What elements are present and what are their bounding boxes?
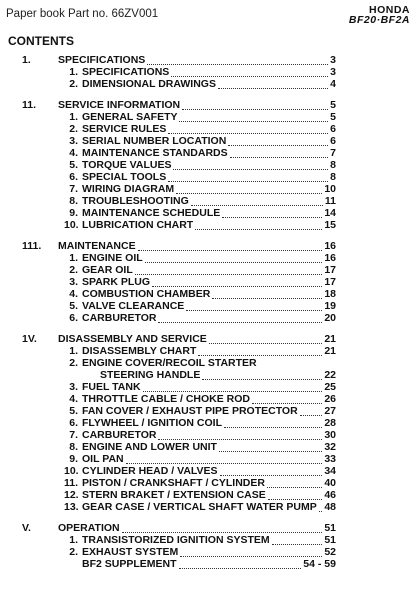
section-title: OPERATION [58, 522, 120, 534]
toc-item [0, 429, 416, 441]
page-number: 19 [324, 300, 336, 312]
item-number: 1. [69, 252, 78, 264]
toc-item [0, 207, 416, 219]
dot-leader [212, 297, 322, 299]
item-number: 6. [69, 312, 78, 324]
section-title: SERVICE INFORMATION [58, 99, 181, 111]
toc-item [0, 417, 416, 429]
dot-leader [202, 378, 322, 380]
item-title: DISASSEMBLY CHART [82, 345, 197, 357]
item-number: 4. [69, 288, 78, 300]
page-number: 21 [324, 345, 336, 357]
dot-leader [228, 144, 328, 146]
page-number: 5 [330, 99, 336, 111]
toc-item [0, 171, 416, 183]
section-number: 11. [22, 99, 37, 111]
item-title: SPECIFICATIONS [82, 66, 170, 78]
toc-item [0, 558, 416, 570]
toc-item [0, 135, 416, 147]
item-title: WIRING DIAGRAM [82, 183, 175, 195]
dot-leader [272, 543, 322, 545]
item-title: EXHAUST SYSTEM [82, 546, 179, 558]
section-title: SPECIFICATIONS [58, 54, 146, 66]
toc-item [0, 219, 416, 231]
page-number: 10 [324, 183, 336, 195]
item-title: FAN COVER / EXHAUST PIPE PROTECTOR [82, 405, 298, 417]
dot-leader [191, 204, 323, 206]
toc-item [0, 489, 416, 501]
section-number: 1V. [22, 333, 37, 345]
item-title: DIMENSIONAL DRAWINGS [82, 78, 216, 90]
page-number: 8 [330, 171, 336, 183]
page-number: 7 [330, 147, 336, 159]
dot-leader [179, 567, 301, 569]
dot-leader [135, 273, 322, 275]
dot-leader [195, 228, 322, 230]
dot-leader [180, 555, 322, 557]
toc-section [0, 333, 416, 513]
page-number: 25 [324, 381, 336, 393]
brand-logo [349, 5, 410, 25]
item-title: ENGINE OIL [82, 252, 143, 264]
page-number: 33 [324, 453, 336, 465]
item-title: THROTTLE CABLE / CHOKE ROD [82, 393, 250, 405]
dot-leader [122, 531, 322, 533]
page-number: 27 [324, 405, 336, 417]
toc-item [0, 159, 416, 171]
toc-item [0, 147, 416, 159]
dot-leader [218, 87, 328, 89]
item-number: 4. [69, 393, 78, 405]
dot-leader [209, 342, 322, 344]
dot-leader [182, 108, 328, 110]
item-number: 2. [69, 123, 78, 135]
page-number: 40 [324, 477, 336, 489]
item-number: 1. [69, 66, 78, 78]
page-number: 34 [324, 465, 336, 477]
item-title: LUBRICATION CHART [82, 219, 194, 231]
page-number: 15 [324, 219, 336, 231]
item-title: ENGINE AND LOWER UNIT [82, 441, 217, 453]
item-number: 10. [64, 465, 79, 477]
toc-item [0, 393, 416, 405]
item-title: OIL PAN [82, 453, 124, 465]
page-number: 51 [324, 522, 336, 534]
item-title: FLYWHEEL / IGNITION COIL [82, 417, 223, 429]
toc-item [0, 66, 416, 78]
toc-item [0, 111, 416, 123]
section-number: V. [22, 522, 31, 534]
page-number: 3 [330, 66, 336, 78]
item-title: TORQUE VALUES [82, 159, 172, 171]
toc-item [0, 546, 416, 558]
dot-leader [176, 192, 322, 194]
item-number: 7. [69, 183, 78, 195]
toc-item [0, 195, 416, 207]
item-title: VALVE CLEARANCE [82, 300, 185, 312]
item-title: COMBUSTION CHAMBER [82, 288, 211, 300]
page-number: 8 [330, 159, 336, 171]
item-number: 6. [69, 171, 78, 183]
dot-leader [147, 63, 328, 65]
item-number: 9. [69, 453, 78, 465]
toc-item [0, 381, 416, 393]
dot-leader [126, 462, 322, 464]
toc-item [0, 276, 416, 288]
page-number: 14 [324, 207, 336, 219]
dot-leader [152, 285, 322, 287]
table-of-contents [0, 54, 416, 579]
section-number: 1. [22, 54, 31, 66]
dot-leader [219, 450, 322, 452]
page-number: 17 [324, 276, 336, 288]
section-title: DISASSEMBLY AND SERVICE [58, 333, 207, 345]
item-title: SPECIAL TOOLS [82, 171, 167, 183]
item-title: STERN BRAKET / EXTENSION CASE [82, 489, 266, 501]
page-number: 6 [330, 135, 336, 147]
toc-item [0, 477, 416, 489]
page-number: 17 [324, 264, 336, 276]
dot-leader [198, 354, 322, 356]
page-number: 3 [330, 54, 336, 66]
page-number: 21 [324, 333, 336, 345]
item-title: CARBURETOR [82, 312, 157, 324]
toc-item [0, 300, 416, 312]
brand-name: HONDA [369, 4, 410, 16]
section-row [0, 99, 416, 111]
dot-leader [300, 414, 322, 416]
item-number: 3. [69, 135, 78, 147]
dot-leader [179, 120, 328, 122]
item-number: 3. [69, 381, 78, 393]
item-number: 5. [69, 159, 78, 171]
item-title: TROUBLESHOOTING [82, 195, 189, 207]
item-number: 2. [69, 546, 78, 558]
page-number: 11 [324, 195, 336, 207]
item-number: 1. [69, 345, 78, 357]
dot-leader [230, 156, 328, 158]
item-title-continued: STEERING HANDLE [100, 369, 201, 381]
item-title: ENGINE COVER/RECOIL STARTER [82, 357, 257, 369]
item-title: GEAR OIL [82, 264, 133, 276]
toc-item [0, 288, 416, 300]
item-title: SERVICE RULES [82, 123, 167, 135]
toc-item [0, 357, 416, 369]
dot-leader [168, 132, 328, 134]
page-number: 30 [324, 429, 336, 441]
item-number: 1. [69, 534, 78, 546]
dot-leader [168, 180, 328, 182]
item-number: 2. [69, 264, 78, 276]
item-number: 12. [64, 489, 79, 501]
page-number: 22 [324, 369, 336, 381]
dot-leader [267, 486, 322, 488]
item-title: SPARK PLUG [82, 276, 151, 288]
toc-section [0, 240, 416, 324]
toc-item [0, 501, 416, 513]
page-number: 48 [324, 501, 336, 513]
toc-item [0, 183, 416, 195]
dot-leader [252, 402, 322, 404]
item-title: CARBURETOR [82, 429, 157, 441]
item-title: CYLINDER HEAD / VALVES [82, 465, 218, 477]
page-number: 46 [324, 489, 336, 501]
toc-section [0, 99, 416, 231]
toc-section [0, 54, 416, 90]
item-title: MAINTENANCE SCHEDULE [82, 207, 221, 219]
item-title: MAINTENANCE STANDARDS [82, 147, 228, 159]
contents-title: CONTENTS [8, 34, 74, 48]
toc-item-continued [0, 369, 416, 381]
item-number: 5. [69, 405, 78, 417]
page-number: 52 [324, 546, 336, 558]
item-title: GEAR CASE / VERTICAL SHAFT WATER PUMP [82, 501, 317, 513]
item-number: 10. [64, 219, 79, 231]
page-number: 18 [324, 288, 336, 300]
page-number: 28 [324, 417, 336, 429]
dot-leader [186, 309, 322, 311]
toc-item [0, 405, 416, 417]
item-number: 2. [69, 78, 78, 90]
dot-leader [145, 261, 322, 263]
dot-leader [319, 510, 322, 512]
item-title: BF2 SUPPLEMENT [82, 558, 177, 570]
dot-leader [224, 426, 322, 428]
item-number: 7. [69, 429, 78, 441]
toc-item [0, 534, 416, 546]
item-number: 8. [69, 195, 78, 207]
item-title: FUEL TANK [82, 381, 141, 393]
page-number: 6 [330, 123, 336, 135]
item-number: 2. [69, 357, 78, 369]
item-title: GENERAL SAFETY [82, 111, 178, 123]
dot-leader [220, 474, 322, 476]
model-name: BF20·BF2A [348, 14, 410, 26]
item-number: 11. [64, 477, 79, 489]
page-number: 54 - 59 [303, 558, 336, 570]
item-number: 8. [69, 441, 78, 453]
toc-item [0, 441, 416, 453]
page-number: 16 [324, 240, 336, 252]
item-number: 1. [69, 111, 78, 123]
toc-item [0, 123, 416, 135]
toc-item [0, 345, 416, 357]
dot-leader [173, 168, 328, 170]
item-title: SERIAL NUMBER LOCATION [82, 135, 227, 147]
dot-leader [143, 390, 322, 392]
part-number: Paper book Part no. 66ZV001 [6, 8, 159, 20]
item-title: TRANSISTORIZED IGNITION SYSTEM [82, 534, 270, 546]
dot-leader [158, 438, 322, 440]
toc-item [0, 465, 416, 477]
page-number: 32 [324, 441, 336, 453]
item-number: 4. [69, 147, 78, 159]
dot-leader [158, 321, 322, 323]
page-number: 16 [324, 252, 336, 264]
item-title: PISTON / CRANKSHAFT / CYLINDER [82, 477, 265, 489]
toc-section [0, 522, 416, 570]
section-title: MAINTENANCE [58, 240, 136, 252]
section-row [0, 333, 416, 345]
item-number: 5. [69, 300, 78, 312]
page-number: 26 [324, 393, 336, 405]
item-number: 3. [69, 276, 78, 288]
page-number: 51 [324, 534, 336, 546]
section-number: 111. [22, 240, 42, 252]
page-number: 5 [330, 111, 336, 123]
section-row [0, 54, 416, 66]
toc-item [0, 453, 416, 465]
dot-leader [222, 216, 322, 218]
section-row [0, 240, 416, 252]
page-header [6, 5, 410, 31]
page-number: 20 [324, 312, 336, 324]
page-number: 4 [330, 78, 336, 90]
section-row [0, 522, 416, 534]
toc-item [0, 252, 416, 264]
dot-leader [171, 75, 328, 77]
item-number: 9. [69, 207, 78, 219]
item-number: 6. [69, 417, 78, 429]
toc-item [0, 264, 416, 276]
dot-leader [268, 498, 322, 500]
item-number: 13. [64, 501, 79, 513]
toc-item [0, 312, 416, 324]
toc-item [0, 78, 416, 90]
dot-leader [138, 249, 322, 251]
